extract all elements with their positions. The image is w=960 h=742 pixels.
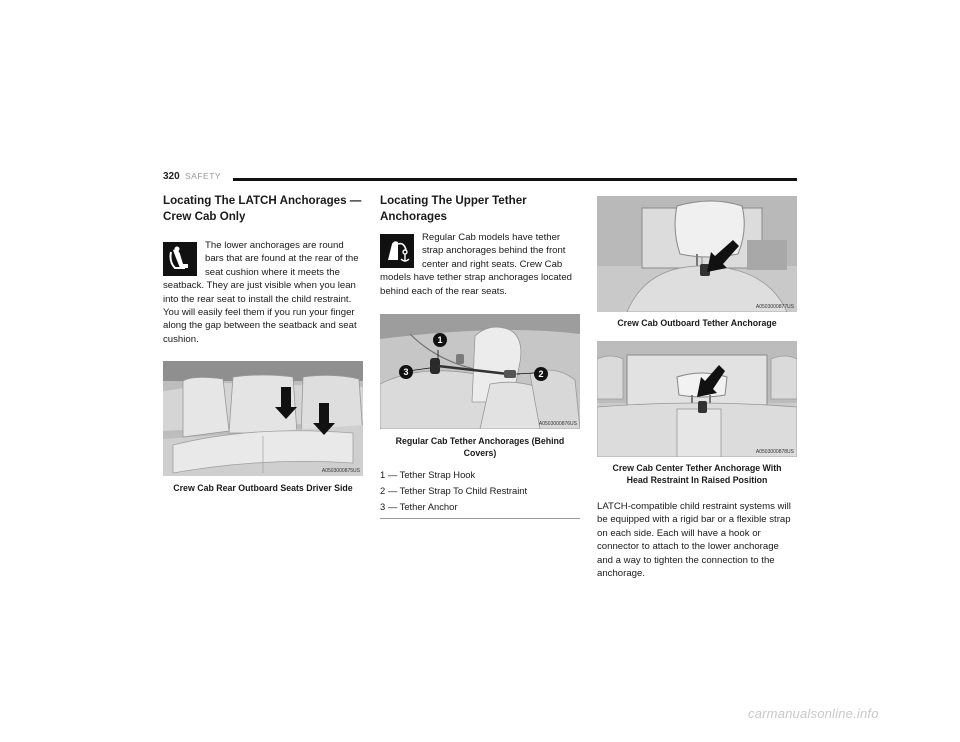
figure-caption: Crew Cab Rear Outboard Seats Driver Side (173, 483, 353, 494)
site-watermark: carmanualsonline.info (748, 706, 879, 721)
legend-item: 2 — Tether Strap To Child Restraint (380, 485, 528, 497)
center-tether-photo (597, 341, 797, 457)
latch-paragraph: The lower anchorages are round bars that are found at the rear of the seat cushion where it meets the seatback. They are just visible when you lean into the rear seat to install the child restraint. You will easily feel them if you run your finger along the gap between the seatback and seat cushion. (163, 240, 359, 345)
page-header (163, 171, 797, 185)
figure-code: A0503000875US (321, 468, 360, 475)
rear-outboard-seats-photo (163, 361, 363, 476)
tether-paragraph: Regular Cab models have tether strap anchorages behind the front center and right seats. Crew Cab models have tether strap anchorages located behind each of the rear seats. (380, 232, 572, 297)
latch-compatible-paragraph: LATCH-compatible child restraint systems will be equipped with a rigid bar or a flexible strap on each side. Each will have a hook or connector to attach to the lower anchorage and a way to tighten the connection to the anchorage. (597, 501, 791, 580)
latch-heading: Locating The LATCH Anchorages — Crew Cab Only (163, 194, 362, 223)
figure-code: A0503000878US (755, 449, 794, 455)
page-number: 320 (163, 171, 180, 182)
child-seat-latch-icon (163, 242, 197, 276)
outboard-tether-photo (597, 196, 797, 312)
column-latch-anchorages (163, 193, 363, 494)
regular-cab-tether-photo (380, 314, 580, 429)
figure-code: A0503000876US (538, 421, 577, 428)
callout-2: 2 (538, 369, 544, 380)
figure-code: A0503000877US (755, 304, 794, 310)
section-title: SAFETY (185, 171, 222, 181)
callout-3: 3 (403, 367, 409, 378)
legend-item: 1 — Tether Strap Hook (380, 469, 476, 481)
header-rule (233, 178, 797, 181)
tether-heading: Locating The Upper Tether Anchorages (380, 194, 527, 223)
figure-caption: Regular Cab Tether Anchorages (Behind Covers) (395, 436, 565, 459)
callout-1: 1 (437, 335, 443, 346)
figure-caption: Crew Cab Outboard Tether Anchorage (617, 318, 777, 328)
column-crew-cab-tethers (597, 196, 797, 580)
legend-item: 3 — Tether Anchor (380, 501, 458, 513)
tether-anchor-icon (380, 234, 414, 268)
legend-rule (380, 518, 580, 519)
figure-caption: Crew Cab Center Tether Anchorage With Head Restraint In Raised Position (612, 463, 782, 485)
callout-legend (380, 467, 580, 519)
column-upper-tether (380, 193, 580, 519)
